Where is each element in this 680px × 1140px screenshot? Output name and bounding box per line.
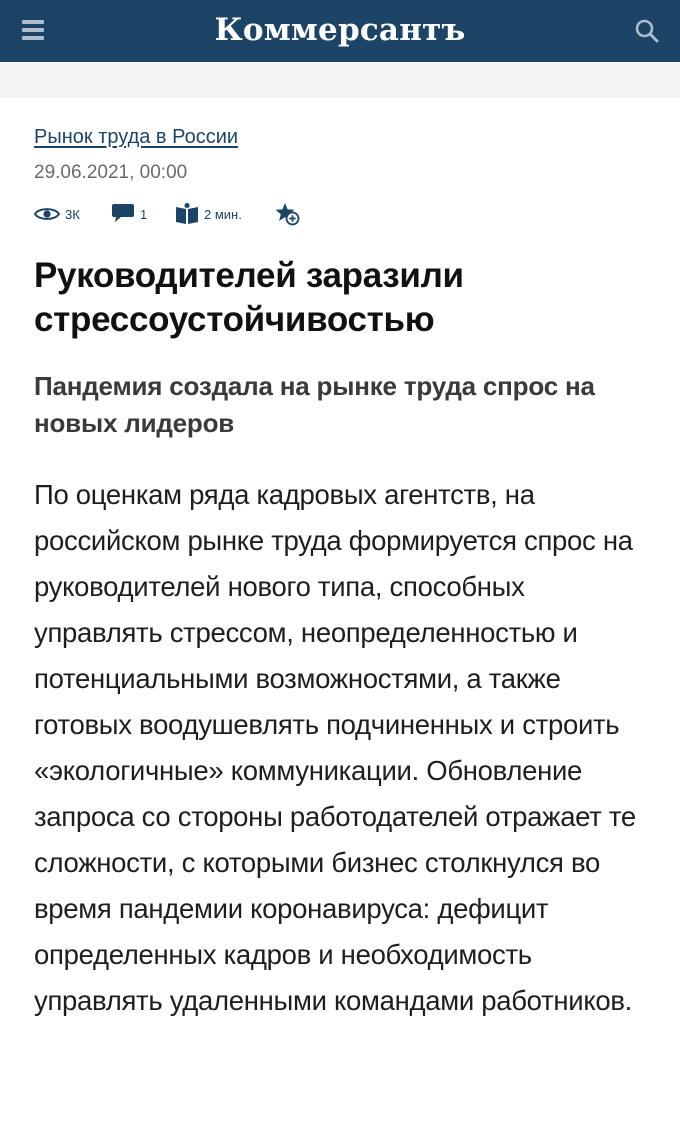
article-subtitle: Пандемия создала на рынке труда спрос на новых лидеров [34,371,595,438]
book-icon [175,203,199,225]
publication-date: 29.06.2021, 00:00 [34,162,188,183]
site-logo-text[interactable]: Коммерсантъ [214,12,466,48]
article-headline: Руководителей заразили стрессоустойчивостью [34,256,464,339]
rubric-link[interactable]: Рынок труда в России [34,126,239,148]
eye-icon [34,206,60,222]
comments-count: 1 [140,206,148,222]
header-spacer [0,62,680,98]
comments-stat[interactable] [111,202,147,226]
views-stat [34,202,80,226]
read-time: 2 мин. [204,206,242,222]
article [0,98,680,1140]
site-logo[interactable] [0,10,680,50]
top-navigation-bar [0,0,680,62]
views-count: 3К [65,206,80,222]
add-to-favorites-icon [275,202,301,226]
comment-icon [111,204,135,224]
article-body: По оценкам ряда кадровых агентств, на российском рынке труда формируется спрос на руководителей нового типа, способных управлять стрессом, неопределенностью и потенциальными возможностями, а также готовых воодушевлять подчиненных и строить «экологичные» коммуникации. Обновление запроса со стороны работодателей отражает те сложности, с которыми бизнес столкнулся во время пандемии коронавируса: дефицит определенных кадров и необходимость управлять удаленными командами работников. [34,479,636,1016]
read-time-stat [175,202,242,226]
search-icon[interactable] [634,18,660,44]
add-to-favorites-button[interactable] [275,202,301,226]
article-stats [34,202,334,226]
